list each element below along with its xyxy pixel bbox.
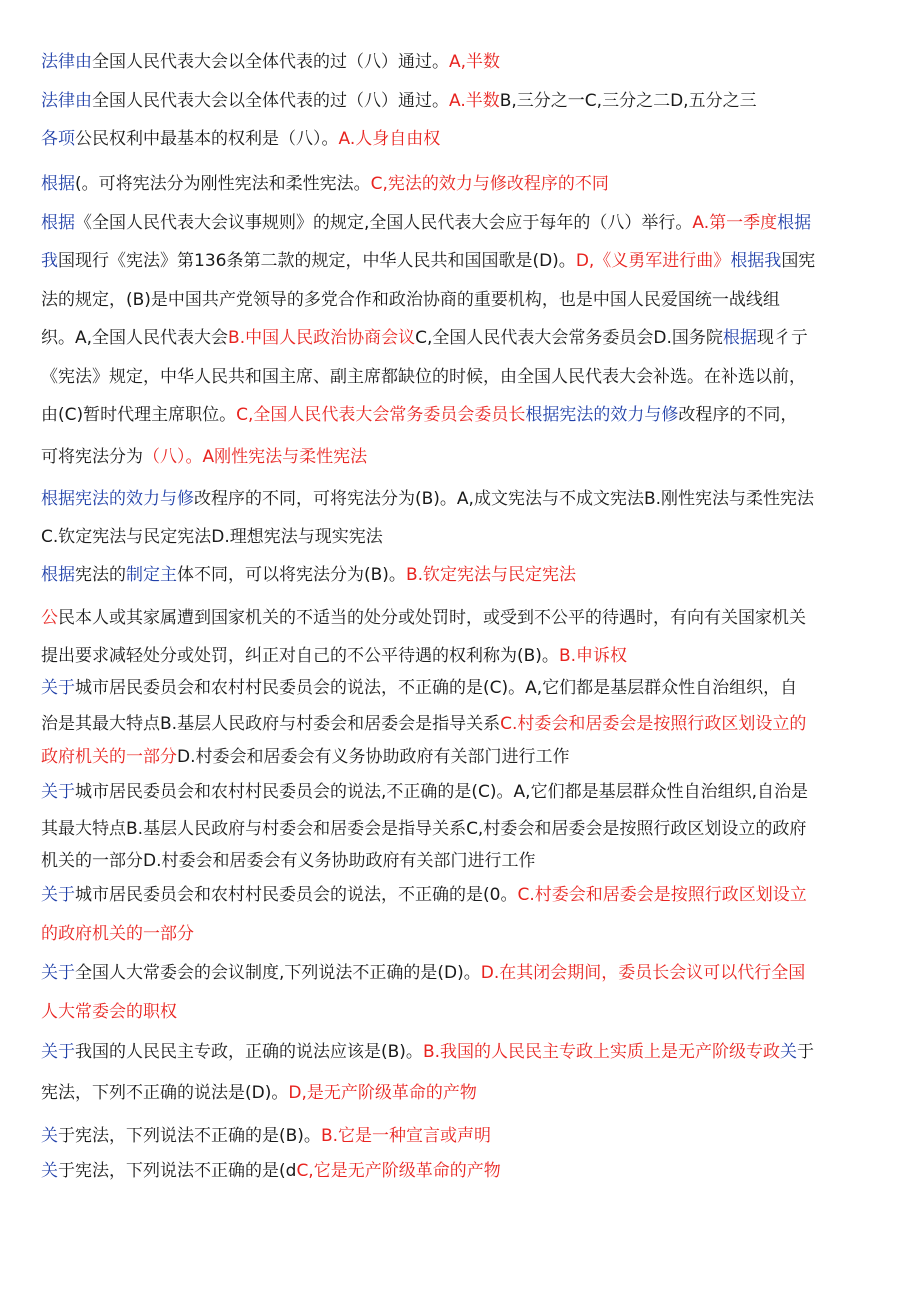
answer-text: D.在其闭会期间，委员长会议可以代行全国 <box>480 963 806 983</box>
question-text: 城市居民委员会和农村村民委员会的说法，不正确的是(C)。A,它们都是基层群众性自治组织，自 <box>75 678 798 698</box>
question-text: B,三分之一C,三分之二D,五分之三 <box>499 91 757 111</box>
question-text: 《全国人民代表大会议事规则》的规定,全国人民代表大会应于每年的（八）举行。 <box>75 213 693 233</box>
text-line <box>41 246 890 276</box>
answer-text: 人大常委会的职权 <box>41 1002 177 1022</box>
highlight-text: 根据宪法的效力与修 <box>525 405 679 425</box>
text-line <box>41 641 890 671</box>
text-line <box>41 814 890 844</box>
question-text: 城市居民委员会和农村村民委员会的说法，不正确的是(0。 <box>75 885 518 905</box>
question-text: C,全国人民代表大会常务委员会D.国务院 <box>415 328 723 348</box>
answer-text: A,半数 <box>449 52 501 72</box>
question-text: 我国的人民民主专政，正确的说法应该是(B)。 <box>75 1042 423 1062</box>
text-line <box>41 777 890 807</box>
highlight-text: 我 <box>41 251 58 271</box>
answer-text: D,《义勇军进行曲》 <box>575 251 731 271</box>
text-line <box>41 560 890 590</box>
highlight-text: 关于 <box>41 963 75 983</box>
text-line <box>41 1156 890 1186</box>
question-text: 织。A,全国人民代表大会 <box>41 328 229 348</box>
highlight-text: 制定主 <box>126 565 177 585</box>
highlight-text: 关于 <box>41 678 75 698</box>
text-line <box>41 919 890 949</box>
text-line <box>41 442 890 472</box>
highlight-text: 根据 <box>41 174 75 194</box>
question-text: 于 <box>797 1042 815 1062</box>
question-text: 改程序的不同，可将宪法分为(B)。A,成文宪法与不成文宪法B.刚性宪法与柔性宪法 <box>194 489 815 509</box>
text-line <box>41 997 890 1027</box>
answer-text: （八）。A刚性宪法与柔性宪法 <box>143 447 368 467</box>
text-line <box>41 484 890 514</box>
text-line <box>41 47 890 77</box>
question-text: 于宪法，下列说法不正确的是(B)。 <box>58 1126 321 1146</box>
question-text: 改程序的不同， <box>678 405 798 425</box>
answer-text: C,宪法的效力与修改程序的不同 <box>370 174 609 194</box>
text-line <box>41 1121 890 1151</box>
question-text: 治是其最大特点B.基层人民政府与村委会和居委会是指导关系 <box>41 714 501 734</box>
text-line <box>41 603 890 633</box>
text-line <box>41 1037 890 1067</box>
answer-text: A.人身自由权 <box>338 129 441 149</box>
answer-text: B.它是一种宣言或声明 <box>320 1126 492 1146</box>
text-line <box>41 742 890 772</box>
text-line <box>41 522 890 552</box>
highlight-text: 根据宪法的效力与修 <box>41 489 194 509</box>
answer-text: B.我国的人民民主专政上实质上是无产阶级专政 <box>422 1042 781 1062</box>
highlight-text: 根据 <box>722 328 757 348</box>
answer-text: B.申诉权 <box>558 646 628 666</box>
answer-text: C,它是无产阶级革命的产物 <box>296 1161 501 1181</box>
question-text: 机关的一部分D.村委会和居委会有义务协助政府有关部门进行工作 <box>41 851 536 871</box>
highlight-text: 关于 <box>41 1042 75 1062</box>
highlight-text: 法律由 <box>41 91 92 111</box>
question-text: 宪法的 <box>75 565 126 585</box>
answer-text: 公 <box>41 608 58 628</box>
question-text: 于宪法，下列说法不正确的是(d <box>58 1161 297 1181</box>
highlight-text: 根据 <box>41 565 75 585</box>
highlight-text: 关于 <box>41 885 75 905</box>
text-line <box>41 285 890 315</box>
answer-text: C.村委会和居委会是按照行政区划设立的 <box>500 714 807 734</box>
text-line <box>41 1078 890 1108</box>
highlight-text: 关 <box>780 1042 798 1062</box>
question-text: 公民权利中最基本的权利是（八）。 <box>75 129 339 149</box>
question-text: 全国人民代表大会以全体代表的过（八）通过。 <box>92 91 449 111</box>
highlight-text: 关于 <box>41 782 75 802</box>
question-text: C.钦定宪法与民定宪法D.理想宪法与现实宪法 <box>41 527 383 547</box>
text-line <box>41 958 890 988</box>
question-text: 《宪法》规定，中华人民共和国主席、副主席都缺位的时候，由全国人民代表大会补选。在补选以前， <box>41 367 806 387</box>
text-line <box>41 400 890 430</box>
question-text: 可将宪法分为 <box>41 447 143 467</box>
question-text: 国现行《宪法》第136条第二款的规定，中华人民共和国国歌是(D)。 <box>58 251 576 271</box>
text-line <box>41 124 890 154</box>
text-line <box>41 323 890 353</box>
text-line <box>41 673 890 703</box>
answer-text: 的政府机关的一部分 <box>41 924 194 944</box>
highlight-text: 根据 <box>777 213 812 233</box>
text-line <box>41 880 890 910</box>
question-text: 体不同，可以将宪法分为(B)。 <box>177 565 406 585</box>
answer-text: C,全国人民代表大会常务委员会委员长 <box>236 405 526 425</box>
answer-text: 政府机关的一部分 <box>41 747 177 767</box>
highlight-text: 法律由 <box>41 52 92 72</box>
highlight-text: 根据 <box>41 213 75 233</box>
answer-text: B.中国人民政治协商会议 <box>228 328 416 348</box>
text-line <box>41 709 890 739</box>
answer-text: A.半数 <box>449 91 500 111</box>
question-text: 宪法，下列不正确的说法是(D)。 <box>41 1083 289 1103</box>
answer-text: B.钦定宪法与民定宪法 <box>405 565 577 585</box>
answer-text: D,是无产阶级革命的产物 <box>288 1083 477 1103</box>
question-text: 城市居民委员会和农村村民委员会的说法,不正确的是(C)。A,它们都是基层群众性自治组织,自治是 <box>75 782 808 802</box>
question-text: 全国人民代表大会以全体代表的过（八）通过。 <box>92 52 449 72</box>
question-text: 国宪 <box>781 251 816 271</box>
question-text: D.村委会和居委会有义务协助政府有关部门进行工作 <box>177 747 570 767</box>
question-text: (。可将宪法分为刚性宪法和柔性宪法。 <box>75 174 371 194</box>
question-text: 法的规定，(B)是中国共产党领导的多党合作和政治协商的重要机构，也是中国人民爱国统一战线组 <box>41 290 780 310</box>
answer-text: C.村委会和居委会是按照行政区划设立 <box>517 885 807 905</box>
answer-text: A.第一季度 <box>692 213 778 233</box>
text-line <box>41 86 890 116</box>
question-text: 提出要求减轻处分或处罚，纠正对自己的不公平待遇的权利称为(B)。 <box>41 646 559 666</box>
text-line <box>41 846 890 876</box>
question-text: 其最大特点B.基层人民政府与村委会和居委会是指导关系C,村委会和居委会是按照行政区划设立的政府 <box>41 819 807 839</box>
question-text: 全国人大常委会的会议制度,下列说法不正确的是(D)。 <box>75 963 481 983</box>
text-line <box>41 208 890 238</box>
text-line <box>41 362 890 392</box>
highlight-text: 根据我 <box>730 251 782 271</box>
highlight-text: 关 <box>41 1126 58 1146</box>
highlight-text: 各项 <box>41 129 75 149</box>
text-line <box>41 169 890 199</box>
highlight-text: 关 <box>41 1161 58 1181</box>
question-text: 由(C)暂时代理主席职位。 <box>41 405 237 425</box>
question-text: 民本人或其家属遭到国家机关的不适当的处分或处罚时，或受到不公平的待遇时，有向有关国家机关 <box>58 608 806 628</box>
question-text: 现彳亍 <box>756 328 808 348</box>
